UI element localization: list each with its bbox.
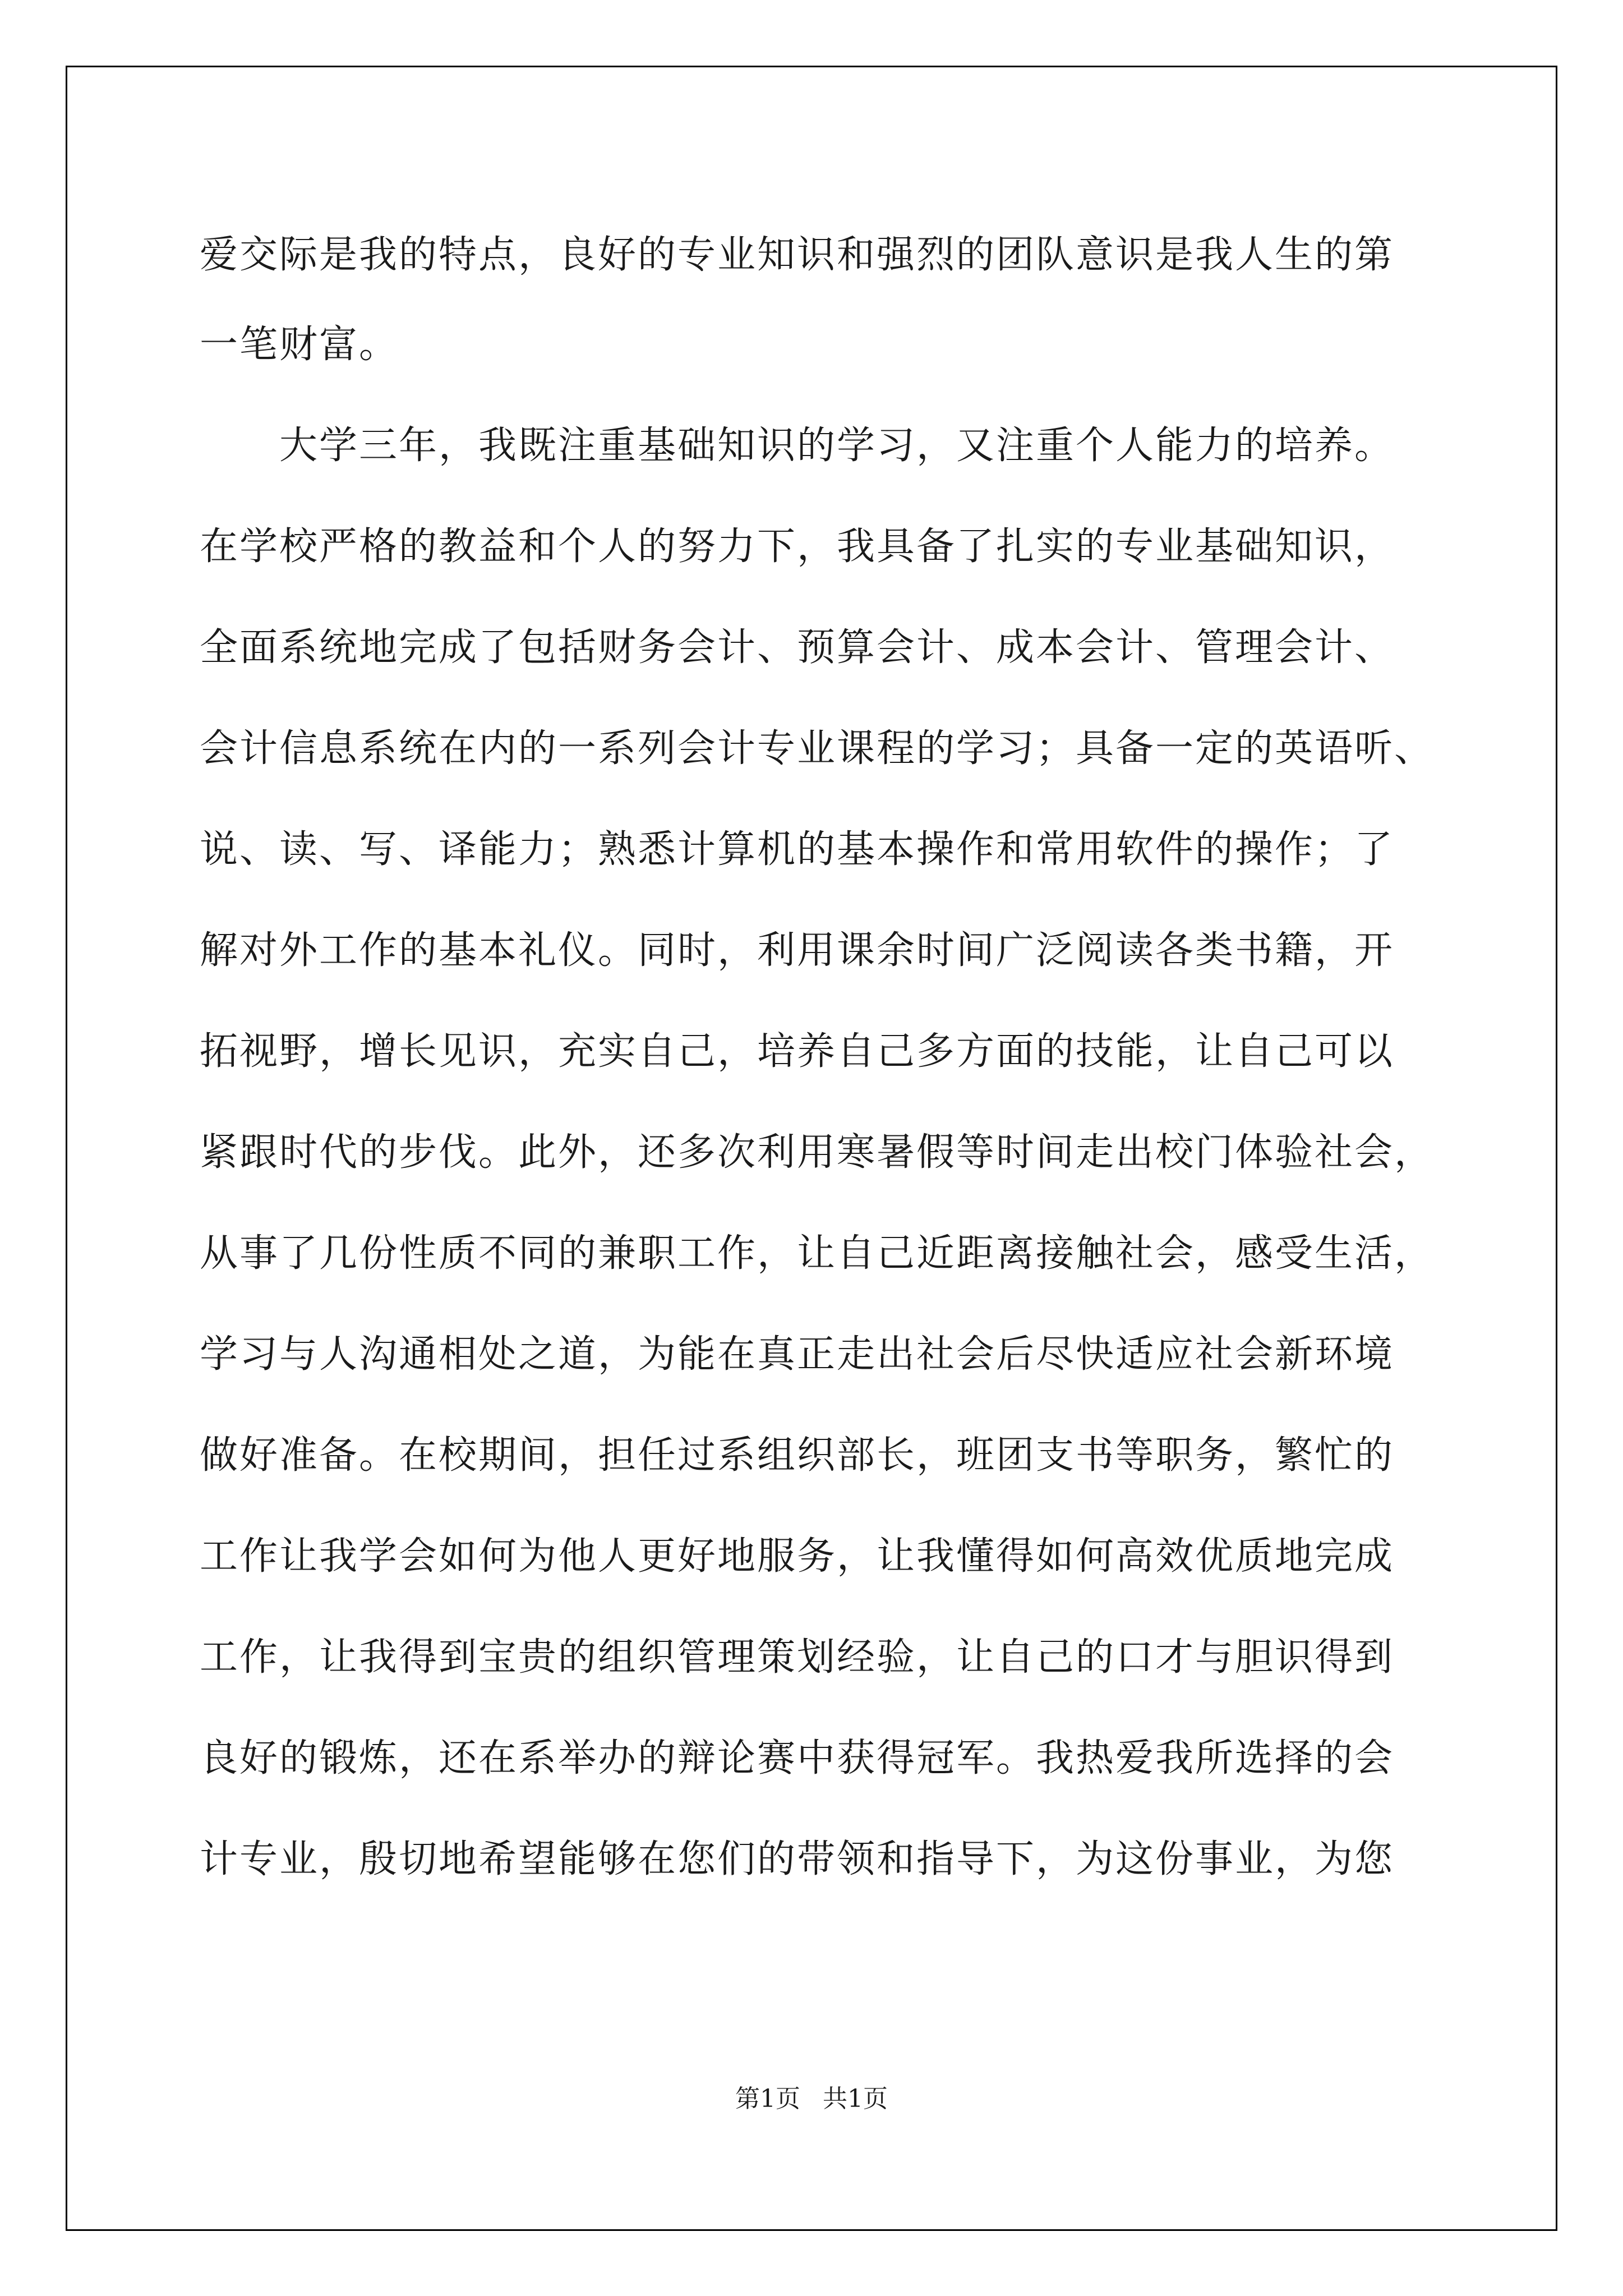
text-line-12: 学习与人沟通相处之道，为能在真正走出社会后尽快适应社会新环境 [200, 1332, 1395, 1377]
text-line-9: 拓视野，增长见识，充实自己，培养自己多方面的技能，让自己可以 [200, 1029, 1395, 1074]
text-line-13: 做好准备。在校期间，担任过系组织部长，班团支书等职务，繁忙的 [200, 1433, 1395, 1478]
text-line-17: 计专业，殷切地希望能够在您们的带领和指导下，为这份事业，为您 [200, 1837, 1395, 1881]
text-line-5: 全面系统地完成了包括财务会计、预算会计、成本会计、管理会计、 [200, 625, 1395, 670]
text-line-2: 一笔财富。 [200, 323, 399, 367]
text-line-8: 解对外工作的基本礼仪。同时，利用课余时间广泛阅读各类书籍，开 [200, 928, 1395, 973]
text-line-4: 在学校严格的教益和个人的努力下，我具备了扎实的专业基础知识， [200, 524, 1395, 569]
text-line-1: 爱交际是我的特点，良好的专业知识和强烈的团队意识是我人生的第 [200, 233, 1395, 277]
page-total: 共1页 [823, 2085, 888, 2113]
page-footer [0, 2083, 1623, 2115]
text-line-15: 工作，让我得到宝贵的组织管理策划经验，让自己的口才与胆识得到 [200, 1635, 1395, 1680]
text-line-10: 紧跟时代的步伐。此外，还多次利用寒暑假等时间走出校门体验社会， [200, 1130, 1435, 1175]
text-line-6: 会计信息系统在内的一系列会计专业课程的学习；具备一定的英语听、 [200, 726, 1435, 771]
page-number: 第1页 [735, 2085, 800, 2113]
text-line-11: 从事了几份性质不同的兼职工作，让自己近距离接触社会，感受生活， [200, 1231, 1435, 1276]
text-line-7: 说、读、写、译能力；熟悉计算机的基本操作和常用软件的操作；了 [200, 827, 1395, 872]
text-line-14: 工作让我学会如何为他人更好地服务，让我懂得如何高效优质地完成 [200, 1534, 1395, 1579]
text-line-3: 大学三年，我既注重基础知识的学习，又注重个人能力的培养。 [200, 424, 1395, 468]
text-line-16: 良好的锻炼，还在系举办的辩论赛中获得冠军。我热爱我所选择的会 [200, 1736, 1395, 1780]
